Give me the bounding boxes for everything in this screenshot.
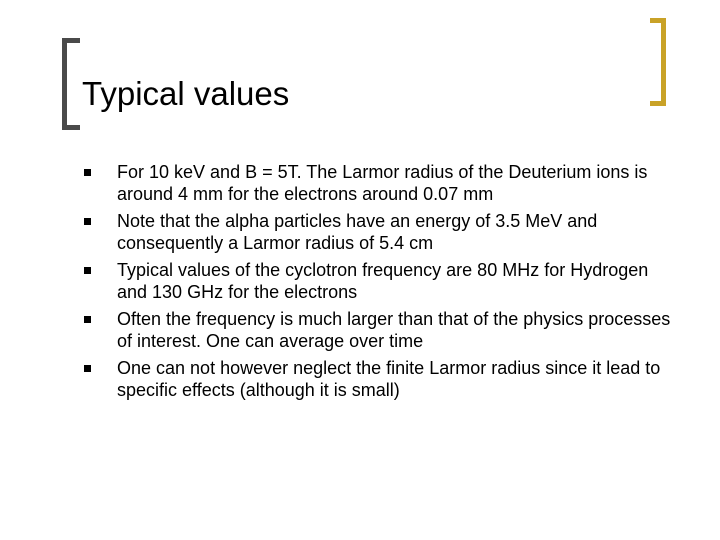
bullet-item	[84, 308, 674, 352]
bullet-text: Note that the alpha particles have an energy of 3.5 MeV and consequently a Larmor radius of 5.4 cm	[117, 211, 598, 253]
bullet-item	[84, 259, 674, 303]
square-bullet-icon	[84, 169, 91, 176]
bullet-item	[84, 357, 674, 401]
bullet-text: Often the frequency is much larger than that of the physics processes of interest. One can average over time	[117, 309, 671, 351]
bullet-list	[84, 161, 674, 406]
bullet-item	[84, 210, 674, 254]
bullet-text: One can not however neglect the finite Larmor radius since it lead to specific effects (although it is small)	[117, 358, 661, 400]
bullet-text: Typical values of the cyclotron frequency are 80 MHz for Hydrogen and 130 GHz for the electrons	[117, 260, 649, 302]
square-bullet-icon	[84, 267, 91, 274]
bullet-item	[84, 161, 674, 205]
bullet-text: For 10 keV and B = 5T. The Larmor radius of the Deuterium ions is around 4 mm for the electrons around 0.07 mm	[117, 162, 648, 204]
left-bracket-decoration	[62, 38, 80, 130]
square-bullet-icon	[84, 365, 91, 372]
square-bullet-icon	[84, 218, 91, 225]
slide-title: Typical values	[82, 75, 290, 112]
square-bullet-icon	[84, 316, 91, 323]
right-bracket-decoration	[650, 18, 666, 106]
